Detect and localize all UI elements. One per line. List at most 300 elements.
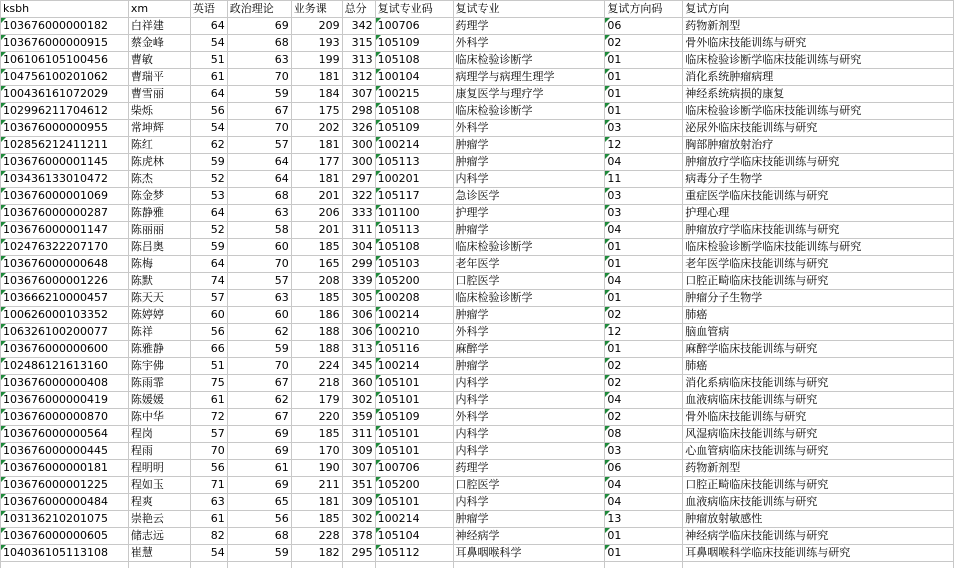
cell-politics[interactable]: 68 — [227, 35, 291, 52]
cell-retest-major-code[interactable]: 105101 — [375, 426, 453, 443]
cell-total[interactable]: 313 — [342, 52, 375, 69]
cell-retest-major[interactable]: 耳鼻咽喉科学 — [453, 545, 605, 562]
cell-ksbh[interactable]: 103676000000484 — [1, 494, 129, 511]
cell-total[interactable]: 351 — [342, 477, 375, 494]
cell-politics[interactable]: 64 — [227, 154, 291, 171]
cell-politics[interactable]: 65 — [227, 494, 291, 511]
cell-total[interactable]: 300 — [342, 154, 375, 171]
cell-xm[interactable]: 曹雪丽 — [128, 86, 190, 103]
cell-retest-direction-code[interactable]: 02 — [605, 35, 683, 52]
cell-major-course[interactable]: 185 — [291, 511, 342, 528]
cell-xm[interactable]: 陈静雅 — [128, 205, 190, 222]
cell-retest-major-code[interactable]: 100210 — [375, 324, 453, 341]
cell-retest-direction-code[interactable]: 01 — [605, 103, 683, 120]
cell-retest-direction-code[interactable]: 04 — [605, 273, 683, 290]
cell-major-course[interactable]: 185 — [291, 426, 342, 443]
cell-major-course[interactable]: 185 — [291, 239, 342, 256]
cell-english[interactable]: 64 — [190, 86, 227, 103]
cell-retest-major[interactable]: 神经病学 — [453, 528, 605, 545]
cell-xm[interactable]: 程明明 — [128, 460, 190, 477]
cell-retest-direction[interactable]: 骨外临床技能训练与研究 — [683, 409, 954, 426]
cell-retest-direction-code[interactable]: 01 — [605, 239, 683, 256]
cell-xm[interactable]: 陈梅 — [128, 256, 190, 273]
cell-english[interactable]: 53 — [190, 188, 227, 205]
cell-retest-major-code[interactable]: 100201 — [375, 171, 453, 188]
cell-retest-direction[interactable]: 耳鼻咽喉科学临床技能训练与研究 — [683, 545, 954, 562]
cell-english[interactable]: 56 — [190, 324, 227, 341]
cell-total[interactable]: 322 — [342, 188, 375, 205]
cell-english[interactable]: 54 — [190, 545, 227, 562]
cell-retest-direction[interactable]: 麻醉学临床技能训练与研究 — [683, 341, 954, 358]
cell-retest-major-code[interactable]: 105108 — [375, 239, 453, 256]
cell-major-course[interactable]: 186 — [291, 307, 342, 324]
cell-retest-major-code[interactable]: 105101 — [375, 443, 453, 460]
cell-english[interactable]: 56 — [190, 460, 227, 477]
cell-retest-major-code[interactable]: 105113 — [375, 222, 453, 239]
cell-politics[interactable]: 63 — [227, 52, 291, 69]
cell-retest-direction[interactable]: 药物新剂型 — [683, 460, 954, 477]
cell-total[interactable]: 359 — [342, 409, 375, 426]
cell-retest-major[interactable]: 老年医学 — [453, 256, 605, 273]
cell-retest-direction[interactable]: 临床检验诊断学临床技能训练与研究 — [683, 239, 954, 256]
cell-retest-major[interactable]: 临床检验诊断学 — [453, 290, 605, 307]
cell-retest-direction-code[interactable]: 01 — [605, 528, 683, 545]
cell-total[interactable]: 309 — [342, 494, 375, 511]
cell-xm[interactable]: 曹瑞平 — [128, 69, 190, 86]
cell-empty[interactable] — [683, 562, 954, 568]
cell-total[interactable]: 299 — [342, 256, 375, 273]
cell-english[interactable]: 59 — [190, 239, 227, 256]
cell-retest-major-code[interactable]: 105200 — [375, 477, 453, 494]
cell-xm[interactable]: 陈吕奥 — [128, 239, 190, 256]
cell-ksbh[interactable]: 103676000001069 — [1, 188, 129, 205]
cell-english[interactable]: 71 — [190, 477, 227, 494]
cell-total[interactable]: 298 — [342, 103, 375, 120]
cell-retest-major[interactable]: 内科学 — [453, 426, 605, 443]
cell-empty[interactable] — [375, 562, 453, 568]
cell-retest-major-code[interactable]: 101100 — [375, 205, 453, 222]
cell-total[interactable]: 315 — [342, 35, 375, 52]
cell-retest-direction-code[interactable]: 03 — [605, 443, 683, 460]
cell-politics[interactable]: 60 — [227, 307, 291, 324]
cell-retest-direction[interactable]: 肿瘤放疗学临床技能训练与研究 — [683, 154, 954, 171]
cell-politics[interactable]: 70 — [227, 256, 291, 273]
cell-politics[interactable]: 67 — [227, 103, 291, 120]
cell-ksbh[interactable]: 100626000103352 — [1, 307, 129, 324]
cell-retest-direction-code[interactable]: 12 — [605, 324, 683, 341]
cell-english[interactable]: 61 — [190, 511, 227, 528]
cell-politics[interactable]: 56 — [227, 511, 291, 528]
cell-total[interactable]: 311 — [342, 426, 375, 443]
cell-english[interactable]: 57 — [190, 290, 227, 307]
cell-xm[interactable]: 陈雨霏 — [128, 375, 190, 392]
cell-politics[interactable]: 63 — [227, 205, 291, 222]
cell-ksbh[interactable]: 104036105113108 — [1, 545, 129, 562]
cell-ksbh[interactable]: 106326100200077 — [1, 324, 129, 341]
cell-xm[interactable]: 陈天天 — [128, 290, 190, 307]
cell-english[interactable]: 75 — [190, 375, 227, 392]
cell-retest-direction[interactable]: 泌尿外临床技能训练与研究 — [683, 120, 954, 137]
cell-xm[interactable]: 陈默 — [128, 273, 190, 290]
header-cell-retest-direction[interactable]: 复试方向 — [683, 1, 954, 18]
cell-retest-direction-code[interactable]: 04 — [605, 392, 683, 409]
cell-politics[interactable]: 57 — [227, 137, 291, 154]
cell-xm[interactable]: 常坤辉 — [128, 120, 190, 137]
cell-retest-direction[interactable]: 口腔正畸临床技能训练与研究 — [683, 273, 954, 290]
cell-major-course[interactable]: 228 — [291, 528, 342, 545]
cell-ksbh[interactable]: 103676000001226 — [1, 273, 129, 290]
cell-politics[interactable]: 68 — [227, 528, 291, 545]
cell-retest-direction[interactable]: 药物新剂型 — [683, 18, 954, 35]
cell-retest-direction[interactable]: 肿瘤放疗学临床技能训练与研究 — [683, 222, 954, 239]
cell-retest-major[interactable]: 临床检验诊断学 — [453, 52, 605, 69]
cell-english[interactable]: 52 — [190, 222, 227, 239]
cell-retest-direction-code[interactable]: 01 — [605, 290, 683, 307]
cell-politics[interactable]: 59 — [227, 545, 291, 562]
cell-english[interactable]: 82 — [190, 528, 227, 545]
cell-total[interactable]: 307 — [342, 460, 375, 477]
cell-xm[interactable]: 陈祥 — [128, 324, 190, 341]
cell-retest-direction[interactable]: 重症医学临床技能训练与研究 — [683, 188, 954, 205]
cell-xm[interactable]: 陈婷婷 — [128, 307, 190, 324]
cell-politics[interactable]: 60 — [227, 239, 291, 256]
cell-ksbh[interactable]: 102996211704612 — [1, 103, 129, 120]
cell-politics[interactable]: 59 — [227, 86, 291, 103]
cell-retest-direction-code[interactable]: 04 — [605, 494, 683, 511]
cell-retest-direction[interactable]: 胸部肿瘤放射治疗 — [683, 137, 954, 154]
cell-retest-direction[interactable]: 肿瘤放射敏感性 — [683, 511, 954, 528]
cell-retest-direction[interactable]: 心血管病临床技能训练与研究 — [683, 443, 954, 460]
cell-retest-direction-code[interactable]: 11 — [605, 171, 683, 188]
cell-major-course[interactable]: 209 — [291, 18, 342, 35]
cell-ksbh[interactable]: 103676000000605 — [1, 528, 129, 545]
cell-retest-direction[interactable]: 口腔正畸临床技能训练与研究 — [683, 477, 954, 494]
cell-retest-direction-code[interactable]: 02 — [605, 358, 683, 375]
cell-retest-major-code[interactable]: 105101 — [375, 392, 453, 409]
cell-retest-major[interactable]: 肿瘤学 — [453, 358, 605, 375]
cell-retest-major[interactable]: 肿瘤学 — [453, 511, 605, 528]
cell-retest-major[interactable]: 康复医学与理疗学 — [453, 86, 605, 103]
cell-retest-direction-code[interactable]: 03 — [605, 188, 683, 205]
cell-total[interactable]: 339 — [342, 273, 375, 290]
cell-empty[interactable] — [128, 562, 190, 568]
cell-retest-major-code[interactable]: 100214 — [375, 137, 453, 154]
cell-total[interactable]: 297 — [342, 171, 375, 188]
cell-retest-major-code[interactable]: 105101 — [375, 375, 453, 392]
cell-major-course[interactable]: 199 — [291, 52, 342, 69]
cell-empty[interactable] — [1, 562, 129, 568]
cell-politics[interactable]: 61 — [227, 460, 291, 477]
cell-xm[interactable]: 陈虎林 — [128, 154, 190, 171]
cell-major-course[interactable]: 201 — [291, 188, 342, 205]
cell-english[interactable]: 52 — [190, 171, 227, 188]
cell-ksbh[interactable]: 103676000001147 — [1, 222, 129, 239]
cell-retest-direction[interactable]: 血液病临床技能训练与研究 — [683, 494, 954, 511]
cell-xm[interactable]: 崔慧 — [128, 545, 190, 562]
cell-major-course[interactable]: 181 — [291, 171, 342, 188]
cell-major-course[interactable]: 165 — [291, 256, 342, 273]
cell-retest-major-code[interactable]: 105108 — [375, 103, 453, 120]
cell-retest-major[interactable]: 麻醉学 — [453, 341, 605, 358]
cell-retest-major-code[interactable]: 105117 — [375, 188, 453, 205]
cell-empty[interactable] — [453, 562, 605, 568]
cell-english[interactable]: 64 — [190, 256, 227, 273]
cell-retest-direction[interactable]: 护理心理 — [683, 205, 954, 222]
cell-retest-direction[interactable]: 病毒分子生物学 — [683, 171, 954, 188]
cell-retest-major[interactable]: 外科学 — [453, 120, 605, 137]
cell-retest-major[interactable]: 急诊医学 — [453, 188, 605, 205]
cell-xm[interactable]: 蔡金峰 — [128, 35, 190, 52]
cell-ksbh[interactable]: 103676000001145 — [1, 154, 129, 171]
cell-retest-direction[interactable]: 肺癌 — [683, 307, 954, 324]
cell-english[interactable]: 54 — [190, 35, 227, 52]
cell-retest-major-code[interactable]: 105112 — [375, 545, 453, 562]
cell-major-course[interactable]: 220 — [291, 409, 342, 426]
cell-retest-direction-code[interactable]: 06 — [605, 18, 683, 35]
cell-xm[interactable]: 陈雅静 — [128, 341, 190, 358]
cell-ksbh[interactable]: 103676000000870 — [1, 409, 129, 426]
cell-english[interactable]: 70 — [190, 443, 227, 460]
cell-politics[interactable]: 69 — [227, 426, 291, 443]
cell-total[interactable]: 326 — [342, 120, 375, 137]
cell-retest-major-code[interactable]: 100706 — [375, 460, 453, 477]
cell-retest-direction[interactable]: 临床检验诊断学临床技能训练与研究 — [683, 103, 954, 120]
cell-retest-major[interactable]: 临床检验诊断学 — [453, 103, 605, 120]
cell-xm[interactable]: 陈宇佛 — [128, 358, 190, 375]
cell-retest-major[interactable]: 内科学 — [453, 494, 605, 511]
cell-ksbh[interactable]: 103676000000648 — [1, 256, 129, 273]
cell-ksbh[interactable]: 103676000000419 — [1, 392, 129, 409]
cell-major-course[interactable]: 185 — [291, 290, 342, 307]
cell-english[interactable]: 74 — [190, 273, 227, 290]
cell-xm[interactable]: 程如玉 — [128, 477, 190, 494]
cell-total[interactable]: 306 — [342, 307, 375, 324]
cell-ksbh[interactable]: 103676000000181 — [1, 460, 129, 477]
header-cell-retest-direction-code[interactable]: 复试方向码 — [605, 1, 683, 18]
cell-xm[interactable]: 白祥建 — [128, 18, 190, 35]
cell-retest-direction-code[interactable]: 01 — [605, 256, 683, 273]
cell-english[interactable]: 62 — [190, 137, 227, 154]
cell-retest-direction-code[interactable]: 08 — [605, 426, 683, 443]
cell-ksbh[interactable]: 104756100201062 — [1, 69, 129, 86]
cell-politics[interactable]: 70 — [227, 69, 291, 86]
cell-retest-direction[interactable]: 临床检验诊断学临床技能训练与研究 — [683, 52, 954, 69]
cell-xm[interactable]: 储志远 — [128, 528, 190, 545]
cell-english[interactable]: 54 — [190, 120, 227, 137]
cell-retest-direction-code[interactable]: 02 — [605, 307, 683, 324]
cell-english[interactable]: 60 — [190, 307, 227, 324]
cell-total[interactable]: 333 — [342, 205, 375, 222]
cell-total[interactable]: 378 — [342, 528, 375, 545]
cell-retest-major-code[interactable]: 100214 — [375, 358, 453, 375]
cell-retest-major-code[interactable]: 105200 — [375, 273, 453, 290]
cell-xm[interactable]: 程雨 — [128, 443, 190, 460]
cell-major-course[interactable]: 179 — [291, 392, 342, 409]
cell-retest-direction-code[interactable]: 04 — [605, 154, 683, 171]
cell-xm[interactable]: 陈杰 — [128, 171, 190, 188]
cell-major-course[interactable]: 181 — [291, 69, 342, 86]
cell-retest-major[interactable]: 肿瘤学 — [453, 154, 605, 171]
cell-retest-major-code[interactable]: 105109 — [375, 120, 453, 137]
cell-politics[interactable]: 63 — [227, 290, 291, 307]
cell-ksbh[interactable]: 102856212411211 — [1, 137, 129, 154]
cell-politics[interactable]: 69 — [227, 443, 291, 460]
cell-xm[interactable]: 陈金梦 — [128, 188, 190, 205]
cell-retest-major[interactable]: 肿瘤学 — [453, 222, 605, 239]
cell-retest-major[interactable]: 内科学 — [453, 443, 605, 460]
cell-english[interactable]: 66 — [190, 341, 227, 358]
cell-major-course[interactable]: 206 — [291, 205, 342, 222]
cell-ksbh[interactable]: 103676000000564 — [1, 426, 129, 443]
cell-xm[interactable]: 陈媛媛 — [128, 392, 190, 409]
cell-total[interactable]: 302 — [342, 511, 375, 528]
cell-politics[interactable]: 59 — [227, 341, 291, 358]
cell-major-course[interactable]: 181 — [291, 137, 342, 154]
cell-major-course[interactable]: 170 — [291, 443, 342, 460]
cell-xm[interactable]: 柴烁 — [128, 103, 190, 120]
cell-politics[interactable]: 62 — [227, 324, 291, 341]
header-cell-ksbh[interactable]: ksbh — [1, 1, 129, 18]
cell-retest-direction[interactable]: 血液病临床技能训练与研究 — [683, 392, 954, 409]
cell-retest-direction[interactable]: 骨外临床技能训练与研究 — [683, 35, 954, 52]
cell-major-course[interactable]: 177 — [291, 154, 342, 171]
cell-retest-direction-code[interactable]: 04 — [605, 477, 683, 494]
cell-major-course[interactable]: 190 — [291, 460, 342, 477]
cell-retest-major-code[interactable]: 105113 — [375, 154, 453, 171]
cell-retest-major[interactable]: 外科学 — [453, 324, 605, 341]
cell-politics[interactable]: 70 — [227, 358, 291, 375]
cell-retest-major[interactable]: 内科学 — [453, 171, 605, 188]
cell-politics[interactable]: 67 — [227, 375, 291, 392]
cell-xm[interactable]: 程爽 — [128, 494, 190, 511]
cell-total[interactable]: 305 — [342, 290, 375, 307]
header-cell-retest-major[interactable]: 复试专业 — [453, 1, 605, 18]
cell-retest-major[interactable]: 药理学 — [453, 18, 605, 35]
cell-english[interactable]: 56 — [190, 103, 227, 120]
cell-major-course[interactable]: 175 — [291, 103, 342, 120]
cell-total[interactable]: 304 — [342, 239, 375, 256]
cell-retest-major-code[interactable]: 105109 — [375, 409, 453, 426]
cell-ksbh[interactable]: 103676000000955 — [1, 120, 129, 137]
cell-ksbh[interactable]: 103676000001225 — [1, 477, 129, 494]
cell-retest-direction[interactable]: 消化系统肿瘤病理 — [683, 69, 954, 86]
cell-ksbh[interactable]: 103676000000915 — [1, 35, 129, 52]
cell-major-course[interactable]: 184 — [291, 86, 342, 103]
cell-empty[interactable] — [291, 562, 342, 568]
cell-retest-direction-code[interactable]: 02 — [605, 375, 683, 392]
cell-ksbh[interactable]: 106106105100456 — [1, 52, 129, 69]
cell-retest-major-code[interactable]: 105101 — [375, 494, 453, 511]
cell-retest-major-code[interactable]: 105104 — [375, 528, 453, 545]
cell-retest-direction[interactable]: 消化系病临床技能训练与研究 — [683, 375, 954, 392]
cell-retest-major-code[interactable]: 105109 — [375, 35, 453, 52]
cell-total[interactable]: 313 — [342, 341, 375, 358]
cell-politics[interactable]: 70 — [227, 120, 291, 137]
cell-total[interactable]: 295 — [342, 545, 375, 562]
cell-retest-direction-code[interactable]: 01 — [605, 52, 683, 69]
cell-major-course[interactable]: 208 — [291, 273, 342, 290]
cell-total[interactable]: 342 — [342, 18, 375, 35]
cell-total[interactable]: 345 — [342, 358, 375, 375]
cell-retest-major[interactable]: 肿瘤学 — [453, 307, 605, 324]
cell-retest-direction-code[interactable]: 02 — [605, 409, 683, 426]
cell-retest-direction-code[interactable]: 06 — [605, 460, 683, 477]
cell-retest-direction[interactable]: 肿瘤分子生物学 — [683, 290, 954, 307]
cell-xm[interactable]: 崇艳云 — [128, 511, 190, 528]
cell-major-course[interactable]: 182 — [291, 545, 342, 562]
cell-politics[interactable]: 68 — [227, 188, 291, 205]
cell-retest-major-code[interactable]: 100215 — [375, 86, 453, 103]
cell-retest-major[interactable]: 口腔医学 — [453, 273, 605, 290]
cell-english[interactable]: 59 — [190, 154, 227, 171]
header-cell-xm[interactable]: xm — [128, 1, 190, 18]
cell-politics[interactable]: 62 — [227, 392, 291, 409]
cell-retest-major[interactable]: 肿瘤学 — [453, 137, 605, 154]
cell-retest-direction-code[interactable]: 01 — [605, 86, 683, 103]
cell-xm[interactable]: 曹敏 — [128, 52, 190, 69]
cell-total[interactable]: 300 — [342, 137, 375, 154]
cell-retest-major[interactable]: 外科学 — [453, 35, 605, 52]
cell-politics[interactable]: 69 — [227, 477, 291, 494]
cell-english[interactable]: 64 — [190, 205, 227, 222]
cell-retest-major[interactable]: 口腔医学 — [453, 477, 605, 494]
cell-ksbh[interactable]: 103676000000600 — [1, 341, 129, 358]
cell-ksbh[interactable]: 103676000000287 — [1, 205, 129, 222]
cell-retest-major-code[interactable]: 105108 — [375, 52, 453, 69]
cell-total[interactable]: 311 — [342, 222, 375, 239]
cell-major-course[interactable]: 181 — [291, 494, 342, 511]
cell-english[interactable]: 51 — [190, 358, 227, 375]
cell-major-course[interactable]: 224 — [291, 358, 342, 375]
cell-ksbh[interactable]: 103436133010472 — [1, 171, 129, 188]
cell-politics[interactable]: 57 — [227, 273, 291, 290]
cell-xm[interactable]: 程岗 — [128, 426, 190, 443]
cell-retest-direction[interactable]: 神经系统病损的康复 — [683, 86, 954, 103]
cell-ksbh[interactable]: 102476322207170 — [1, 239, 129, 256]
cell-retest-major-code[interactable]: 100214 — [375, 307, 453, 324]
cell-retest-major[interactable]: 临床检验诊断学 — [453, 239, 605, 256]
cell-ksbh[interactable]: 103676000000408 — [1, 375, 129, 392]
cell-xm[interactable]: 陈中华 — [128, 409, 190, 426]
cell-retest-major[interactable]: 外科学 — [453, 409, 605, 426]
cell-ksbh[interactable]: 103666210000457 — [1, 290, 129, 307]
cell-major-course[interactable]: 202 — [291, 120, 342, 137]
header-cell-politics[interactable]: 政治理论 — [227, 1, 291, 18]
cell-ksbh[interactable]: 102486121613160 — [1, 358, 129, 375]
cell-retest-major-code[interactable]: 105116 — [375, 341, 453, 358]
cell-english[interactable]: 51 — [190, 52, 227, 69]
cell-total[interactable]: 302 — [342, 392, 375, 409]
cell-retest-direction[interactable]: 风湿病临床技能训练与研究 — [683, 426, 954, 443]
cell-retest-direction-code[interactable]: 01 — [605, 545, 683, 562]
cell-empty[interactable] — [227, 562, 291, 568]
cell-politics[interactable]: 67 — [227, 409, 291, 426]
cell-retest-direction-code[interactable]: 03 — [605, 120, 683, 137]
cell-empty[interactable] — [190, 562, 227, 568]
cell-total[interactable]: 307 — [342, 86, 375, 103]
header-cell-major-course[interactable]: 业务课 — [291, 1, 342, 18]
cell-total[interactable]: 360 — [342, 375, 375, 392]
cell-retest-major[interactable]: 内科学 — [453, 375, 605, 392]
cell-retest-direction-code[interactable]: 01 — [605, 341, 683, 358]
cell-retest-direction-code[interactable]: 13 — [605, 511, 683, 528]
cell-total[interactable]: 312 — [342, 69, 375, 86]
cell-politics[interactable]: 64 — [227, 171, 291, 188]
cell-ksbh[interactable]: 103136210201075 — [1, 511, 129, 528]
cell-english[interactable]: 61 — [190, 392, 227, 409]
cell-english[interactable]: 63 — [190, 494, 227, 511]
cell-retest-major-code[interactable]: 100104 — [375, 69, 453, 86]
